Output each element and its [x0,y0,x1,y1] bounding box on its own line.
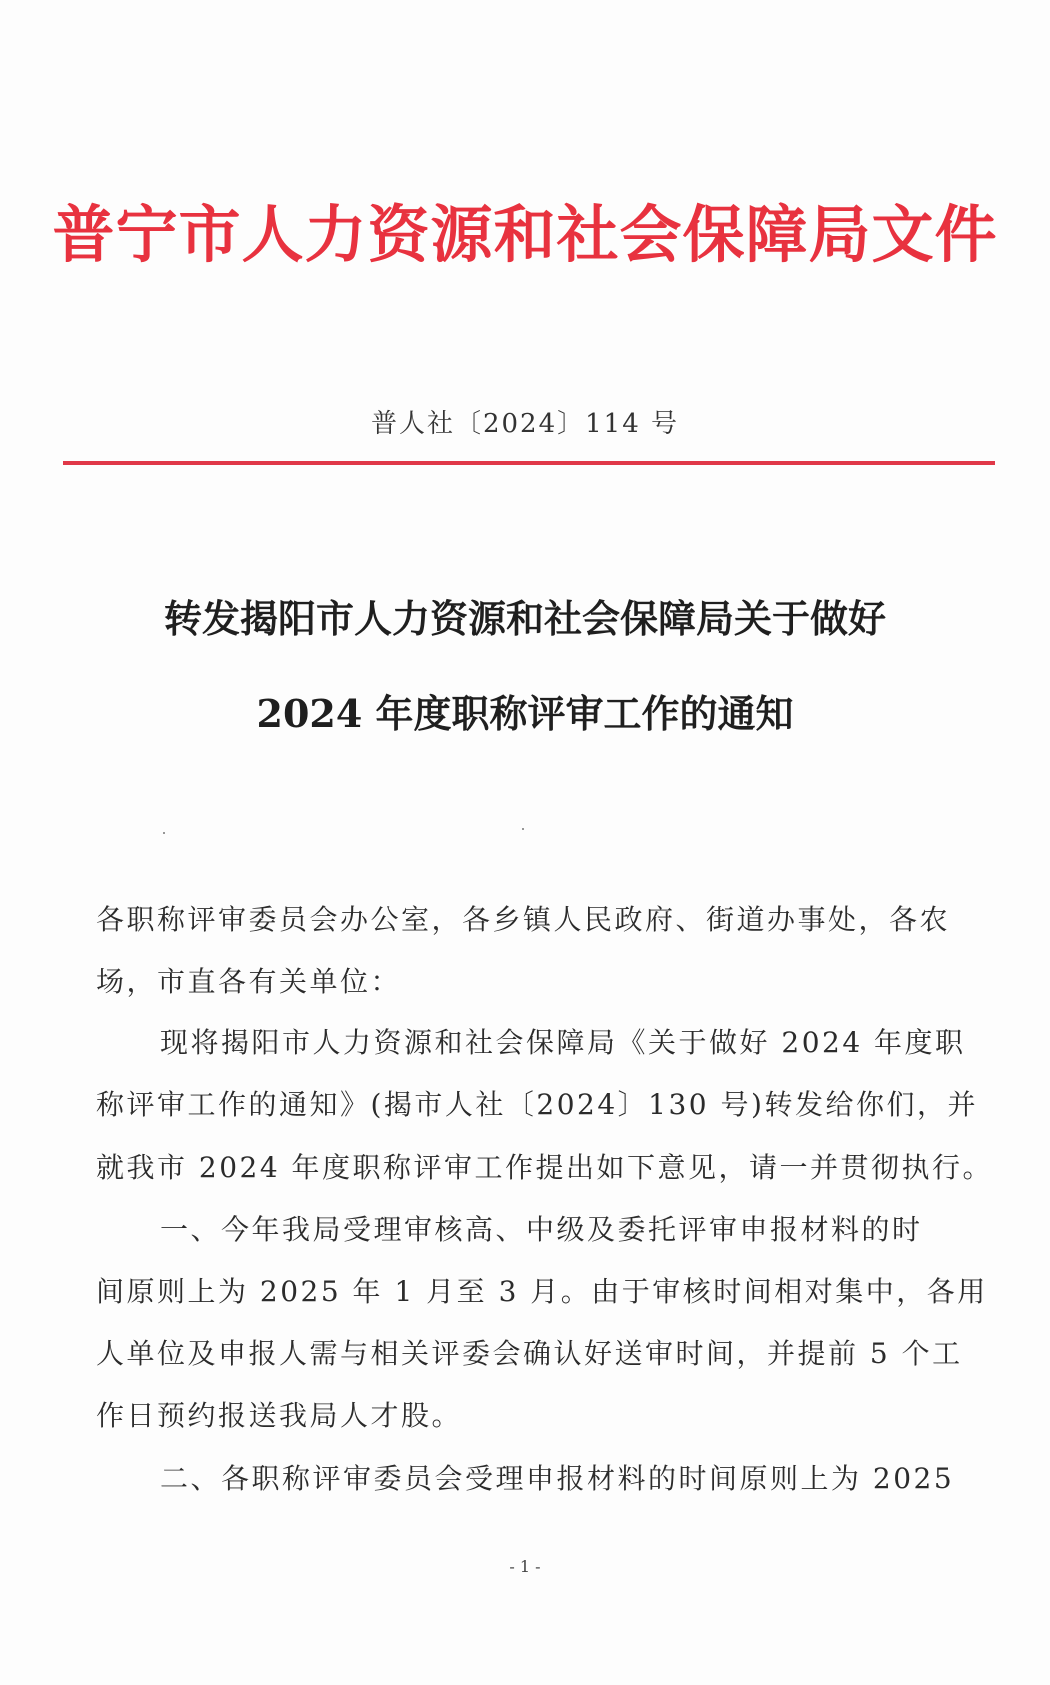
body-line: 就我市 2024 年度职称评审工作提出如下意见，请一并贯彻执行。 [96,1151,994,1184]
scan-speck [522,828,524,830]
body-line: 作日预约报送我局人才股。 [96,1399,463,1432]
page-number: - 1 - [509,1557,541,1576]
body-line: 各职称评审委员会办公室，各乡镇人民政府、街道办事处，各农 [96,903,951,936]
body-line: 人单位及申报人需与相关评委会确认好送审时间，并提前 5 个工 [96,1337,963,1370]
document-number: 普人社〔2024〕114 号 [370,409,680,439]
notice-title-line-1: 转发揭阳市人力资源和社会保障局关于做好 [163,596,886,641]
body-line: 间原则上为 2025 年 1 月至 3 月。由于审核时间相对集中，各用 [96,1275,988,1308]
agency-header-title: 普宁市人力资源和社会保障局文件 [52,198,998,271]
body-line: 二、各职称评审委员会受理申报材料的时间原则上为 2025 [160,1462,955,1495]
notice-title-line-2: 2024 年度职称评审工作的通知 [256,691,794,736]
body-line: 现将揭阳市人力资源和社会保障局《关于做好 2024 年度职 [160,1026,966,1059]
body-line: 场，市直各有关单位： [96,965,402,998]
body-line: 一、今年我局受理审核高、中级及委托评审申报材料的时 [160,1213,923,1246]
body-line: 称评审工作的通知》(揭市人社〔2024〕130 号)转发给你们，并 [96,1088,978,1121]
red-divider-line [63,461,995,465]
scan-speck [163,832,165,834]
